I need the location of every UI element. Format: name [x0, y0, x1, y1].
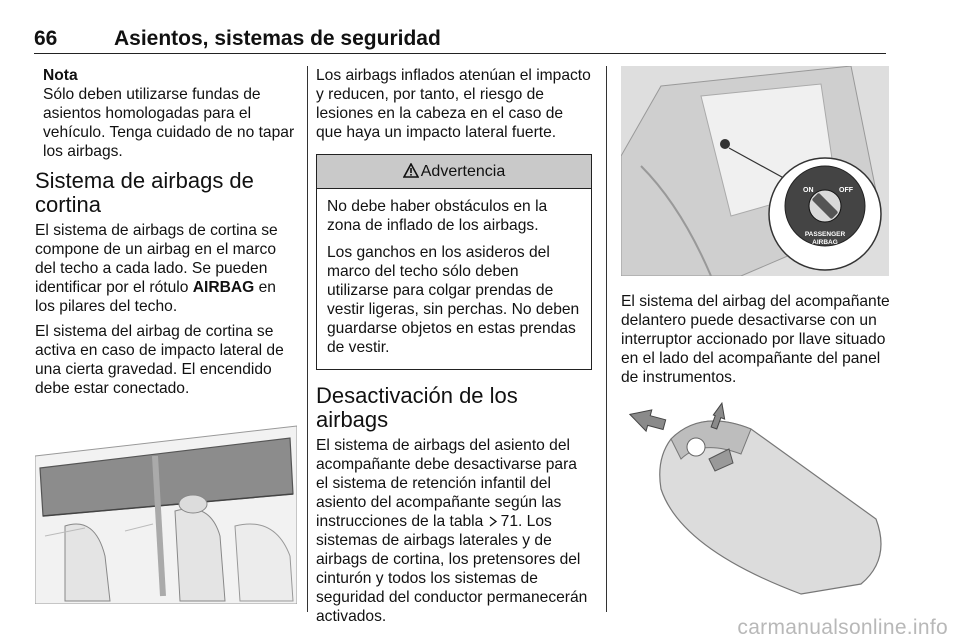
warning-text: No debe haber obstáculos en la zona de inflado de los airbags. — [327, 198, 548, 234]
warning-text: Los ganchos en los asideros del marco del techo sólo deben utilizarse para colgar prendas de vestir ligeras, sin perchas. No deben guardarse objetos en estas prendas de vestir. — [327, 244, 580, 356]
warning-triangle-icon — [403, 163, 419, 178]
section-heading-curtain-airbags: Sistema de airbags de cortina — [35, 168, 254, 217]
note-block — [43, 66, 297, 161]
paragraph — [316, 436, 592, 626]
section-heading-deactivation: Desactivación de los airbags — [316, 383, 518, 432]
column-divider — [606, 66, 607, 612]
note-text: Sólo deben utilizarse fundas de asientos homologadas para el vehículo. Tenga cuidado de no tapar los airbags. — [43, 86, 295, 160]
paragraph — [35, 221, 297, 316]
column-middle — [316, 66, 592, 632]
switch-label-passenger: PASSENGER — [804, 231, 846, 238]
warning-header — [317, 155, 591, 189]
text-run: El sistema de airbags de cortina se compone de un airbag en el marco del techo a cada lado. Se pueden identificar por el rótulo — [35, 222, 278, 296]
warning-box — [316, 154, 592, 370]
figure-caption: El sistema del airbag del acompañante delantero puede desactivarse con un interruptor accionado por llave situado en el lado del acompañante del panel de instrumentos. — [621, 293, 890, 386]
note-title: Nota — [43, 67, 78, 84]
text-run: El sistema de airbags del asiento del acompañante debe desactivarse para el sistema de retención infantil del asiento del acompañante según las instrucciones de la tabla — [316, 437, 577, 530]
switch-label-airbag: AIRBAG — [812, 239, 838, 246]
column-right — [621, 66, 891, 597]
curtain-airbag-illustration — [35, 416, 297, 604]
page-header — [34, 27, 886, 54]
text-run: . Los sistemas de airbags laterales y de airbags de cortina, los pretensores del cinturón y todos los sistemas de seguridad del conductor permanecerán activados. — [316, 513, 588, 625]
column-left — [35, 66, 297, 604]
airbag-keyword: AIRBAG — [192, 279, 255, 296]
paragraph: Los airbags inflados atenúan el impacto y reducen, por tanto, el riesgo de lesiones en la cabeza en el caso de que haya un impacto lateral fuerte. — [316, 67, 591, 141]
passenger-airbag-switch-illustration — [621, 66, 889, 276]
page-reference-icon — [488, 516, 498, 527]
switch-label-on: ON — [803, 187, 814, 194]
page-number: 66 — [34, 27, 58, 50]
warning-body — [317, 189, 591, 369]
watermark: carmanualsonline.info — [737, 616, 948, 639]
warning-title: Advertencia — [420, 163, 506, 180]
text-run: en los pilares del techo. — [35, 279, 276, 315]
paragraph: El sistema del airbag de cortina se activa en caso de impacto lateral de una cierta gravedad. El encendido debe estar conectado. — [35, 323, 284, 397]
page-reference-number[interactable]: 71 — [500, 513, 518, 530]
page-title: Asientos, sistemas de seguridad — [114, 27, 441, 50]
column-divider — [307, 66, 308, 612]
switch-label-off: OFF — [839, 187, 853, 194]
key-illustration — [621, 399, 889, 597]
